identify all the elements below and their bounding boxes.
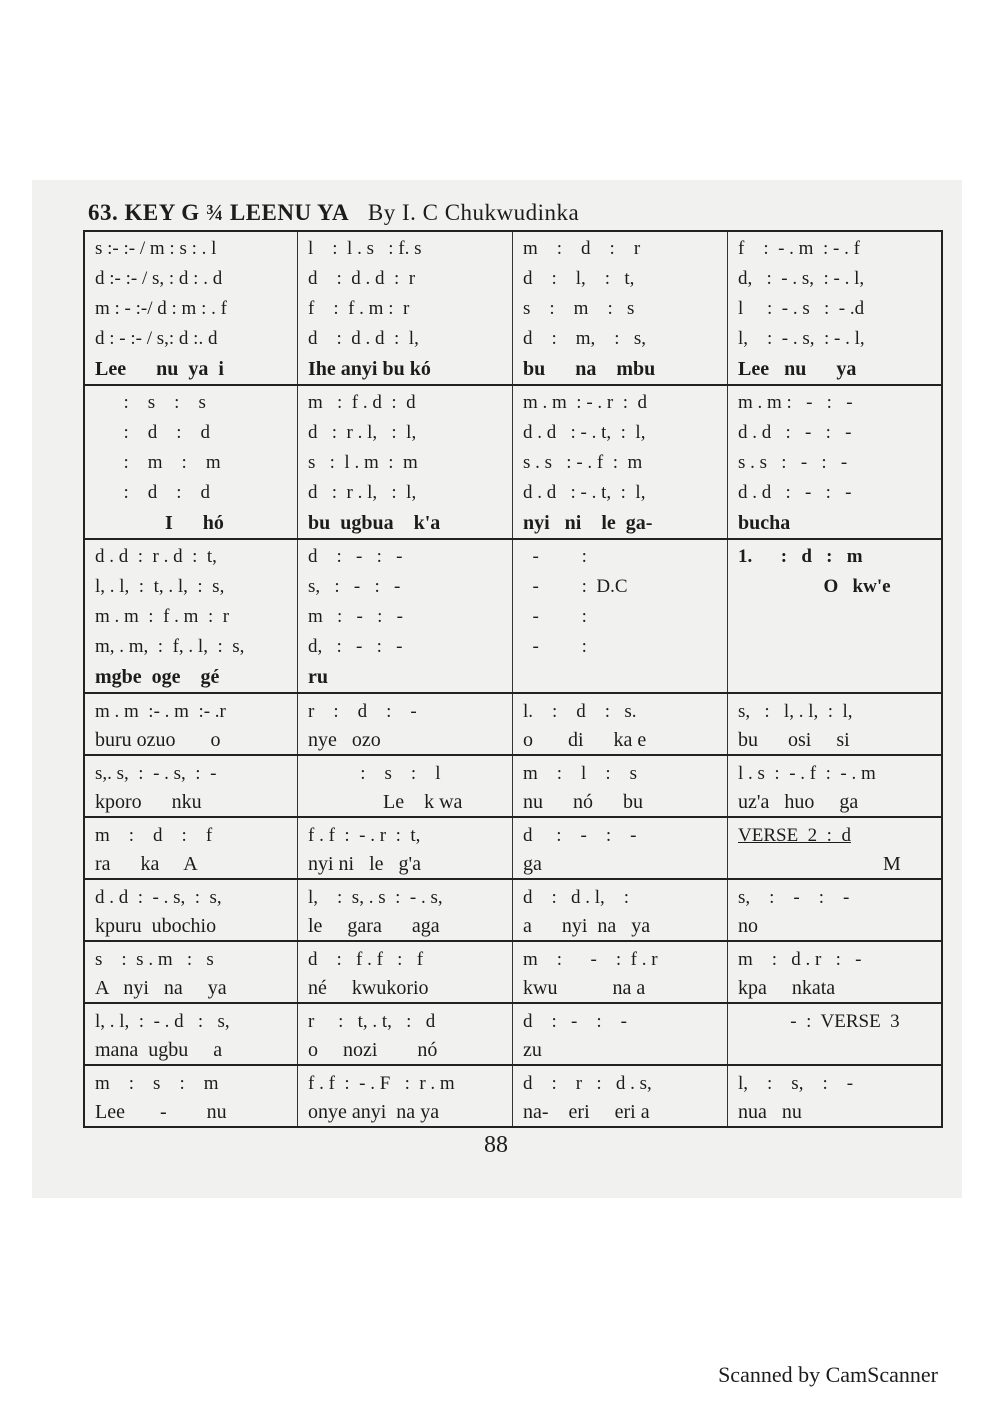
measure-cell [513, 1004, 728, 1064]
lyric-line: kpuru ubochio [95, 915, 217, 937]
lyric-line: né kwukorio [308, 977, 429, 999]
lyric-line: bu osi si [738, 729, 850, 751]
melody-line: m : d . r : - [738, 949, 862, 970]
lyric-line [738, 662, 941, 692]
tenor-line: s . s : - . f : m [523, 452, 643, 473]
melody-rows [83, 694, 943, 1128]
bass-line: d : d . d : l, [308, 328, 419, 349]
measure-cell [85, 540, 298, 692]
melody-line: : s : l [308, 763, 441, 784]
measure-cell [728, 386, 945, 538]
measure-cell [85, 386, 298, 538]
melody-line: m : - : f . r [523, 949, 658, 970]
bass-line: : d : d [95, 482, 211, 503]
melody-line: s, : l, . l, : l, [738, 701, 853, 722]
lyric-line: no [738, 915, 758, 937]
alto-line: : d : d [95, 422, 211, 443]
lyric-line: Lee nu ya i [95, 358, 224, 380]
melody-line: m : d : f [95, 825, 213, 846]
melody-line: s, : - : - [738, 887, 850, 908]
melody-line: l, : s, . s : - . s, [308, 887, 443, 908]
measure-cell [298, 818, 513, 878]
alto-line: d, : - . s, : - . l, [738, 268, 865, 289]
measure-cell [728, 232, 945, 384]
melody-row [83, 942, 943, 1004]
melody-row [83, 694, 943, 756]
melody-row [83, 880, 943, 942]
measure-cell [513, 756, 728, 816]
first-ending-lyric: O kw'e [738, 576, 891, 597]
soprano-line: d : - : - [308, 546, 403, 567]
melody-row [83, 818, 943, 880]
measure-cell [298, 756, 513, 816]
measure-cell [728, 818, 945, 878]
measure-cell [728, 1066, 945, 1126]
lyric-line: I hó [95, 512, 224, 534]
measure-cell [513, 1066, 728, 1126]
lyric-line: ga [523, 853, 542, 875]
bass-line: d, : - : - [308, 636, 403, 657]
melody-row [83, 1004, 943, 1066]
bass-line: d : r . l, : l, [308, 482, 417, 503]
tenor-line: m : - :-/ d : m : . f [95, 298, 227, 319]
alto-line: s, : - : - [308, 576, 401, 597]
soprano-line: l : l . s : f. s [308, 238, 422, 259]
lyric-line: M [738, 853, 901, 875]
lyric-line: a nyi na ya [523, 915, 651, 937]
tenor-line: f : f . m : r [308, 298, 410, 319]
measure-cell [513, 386, 728, 538]
soprano-line: m : d : r [523, 238, 641, 259]
alto-line: d : d . d : r [308, 268, 416, 289]
melody-line: m : l : s [523, 763, 638, 784]
melody-row [83, 1066, 943, 1128]
bass-line: d . d : - : - [738, 482, 852, 503]
lyric-line: kporo nku [95, 791, 202, 813]
bass-line: d : m, : s, [523, 328, 646, 349]
measure-cell [513, 880, 728, 940]
lyric-line: bu ugbua k'a [308, 512, 441, 534]
song-heading [88, 200, 948, 226]
scanner-footer: Scanned by CamScanner [718, 1362, 938, 1387]
melody-line: s,. s, : - . s, : - [95, 763, 217, 784]
lyric-line: A nyi na ya [95, 977, 227, 999]
lyric-line: bu na mbu [523, 358, 656, 380]
melody-line: l, : s, : - [738, 1073, 854, 1094]
melody-line: f . f : - . F : r . m [308, 1073, 455, 1094]
measure-cell [85, 1004, 298, 1064]
dc-marking-line: - : D.C [523, 576, 628, 597]
measure-cell [85, 232, 298, 384]
lyric-line: nua nu [738, 1101, 802, 1123]
measure-cell [298, 386, 513, 538]
lyric-line: nyi ni le g'a [308, 853, 422, 875]
lyric-line: nyi ni le ga- [523, 512, 653, 534]
lyric-line: nu nó bu [523, 791, 643, 813]
measure-cell [298, 540, 513, 692]
measure-cell [728, 1004, 945, 1064]
bass-line: l, : - . s, : - . l, [738, 328, 865, 349]
lyric-line: Ihe anyi bu kó [308, 358, 431, 380]
lyric-line: nye ozo [308, 729, 381, 751]
tenor-line: s : l . m : m [308, 452, 418, 473]
melody-line: d : - : - [523, 825, 637, 846]
tenor-line: : m : m [95, 452, 221, 473]
verse-3-marking: - : VERSE 3 [738, 1011, 900, 1032]
lyric-line: uz'a huo ga [738, 791, 859, 813]
lyric-line: mana ugbu a [95, 1039, 223, 1061]
melody-line: l . s : - . f : - . m [738, 763, 876, 784]
melody-line: r : t, . t, : d [308, 1011, 436, 1032]
measure-cell [85, 818, 298, 878]
measure-cell [85, 1066, 298, 1126]
alto-line: d :- :- / s, : d : . d [95, 268, 223, 289]
soprano-line: - : [523, 546, 587, 567]
measure-cell [298, 232, 513, 384]
solfa-score [83, 230, 943, 1128]
empty-line [738, 602, 941, 632]
lyric-line: ru [308, 666, 328, 688]
score-system-3 [83, 540, 943, 694]
melody-line: l. : d : s. [523, 701, 637, 722]
verse-2-marking: VERSE 2 : d [738, 825, 851, 846]
measure-cell [298, 942, 513, 1002]
melody-line: f . f : - . r : t, [308, 825, 421, 846]
bass-line: d : - :- / s,: d :. d [95, 328, 218, 349]
measure-cell [728, 694, 945, 754]
empty-line [738, 632, 941, 662]
measure-cell [85, 942, 298, 1002]
tenor-line: m : - : - [308, 606, 403, 627]
score-system-1 [83, 230, 943, 386]
measure-cell [513, 694, 728, 754]
lyric-line: mgbe oge gé [95, 666, 220, 688]
soprano-line: m : f . d : d [308, 392, 416, 413]
measure-cell [85, 756, 298, 816]
melody-row [83, 756, 943, 818]
tenor-line: l : - . s : - .d [738, 298, 865, 319]
measure-cell [85, 694, 298, 754]
measure-cell [728, 942, 945, 1002]
measure-cell [728, 756, 945, 816]
measure-cell [728, 540, 945, 692]
soprano-line: f : - . m : - . f [738, 238, 860, 259]
alto-line: d . d : - : - [738, 422, 852, 443]
song-author: By I. C Chukwudinka [367, 200, 580, 225]
measure-cell [298, 694, 513, 754]
lyric-line: onye anyi na ya [308, 1101, 440, 1123]
alto-line: l, . l, : t, . l, : s, [95, 576, 225, 597]
bass-line: m, . m, : f, . l, : s, [95, 636, 245, 657]
measure-cell [85, 880, 298, 940]
melody-line: d : - : - [523, 1011, 627, 1032]
lyric-line: ra ka A [95, 853, 198, 875]
lyric-line: o nozi nó [308, 1039, 438, 1061]
score-system-2 [83, 386, 943, 540]
measure-cell [298, 1004, 513, 1064]
tenor-line: s : m : s [523, 298, 635, 319]
lyric-line: Le k wa [308, 791, 463, 813]
song-title: KEY G ¾ LEENU YA [124, 200, 350, 225]
page-number: 88 [484, 1132, 508, 1158]
lyric-line: Lee nu ya [738, 358, 857, 380]
lyric-line: zu [523, 1039, 542, 1061]
lyric-line: le gara aga [308, 915, 440, 937]
lyric-line: kpa nkata [738, 977, 836, 999]
melody-line: m : s : m [95, 1073, 219, 1094]
alto-line: d . d : - . t, : l, [523, 422, 646, 443]
melody-line: l, . l, : - . d : s, [95, 1011, 230, 1032]
lyric-line: Lee - nu [95, 1101, 227, 1123]
alto-line: d : r . l, : l, [308, 422, 417, 443]
tenor-line: - : [523, 606, 587, 627]
lyric-line: na- eri eri a [523, 1101, 650, 1123]
measure-cell [728, 880, 945, 940]
melody-line: d . d : - . s, : s, [95, 887, 222, 908]
lyric-line [738, 1036, 941, 1064]
alto-line: d : l, : t, [523, 268, 635, 289]
melody-line: d : f . f : f [308, 949, 424, 970]
melody-line: s : s . m : s [95, 949, 214, 970]
melody-line: r : d : - [308, 701, 417, 722]
measure-cell [513, 540, 728, 692]
first-ending-line: 1. : d : m [738, 546, 863, 567]
melody-line: m . m :- . m :- .r [95, 701, 226, 722]
lyric-line: o di ka e [523, 729, 647, 751]
measure-cell [298, 1066, 513, 1126]
measure-cell [513, 818, 728, 878]
measure-cell [298, 880, 513, 940]
lyric-line: bucha [738, 512, 791, 534]
bass-line: d . d : - . t, : l, [523, 482, 646, 503]
soprano-line: s :- :- / m : s : . l [95, 238, 217, 259]
measure-cell [513, 232, 728, 384]
melody-line: d : d . l, : [523, 887, 630, 908]
melody-line: d : r : d . s, [523, 1073, 652, 1094]
lyric-line: buru ozuo o [95, 729, 221, 751]
soprano-line: : s : s [95, 392, 206, 413]
song-number: 63. [88, 200, 119, 225]
soprano-line: m . m : - . r : d [523, 392, 648, 413]
soprano-line: m . m : - : - [738, 392, 853, 413]
bass-line: - : [523, 636, 587, 657]
tenor-line: s . s : - : - [738, 452, 848, 473]
lyric-line: kwu na a [523, 977, 646, 999]
lyric-line [523, 662, 723, 692]
soprano-line: d . d : r . d : t, [95, 546, 217, 567]
measure-cell [513, 942, 728, 1002]
tenor-line: m . m : f . m : r [95, 606, 230, 627]
